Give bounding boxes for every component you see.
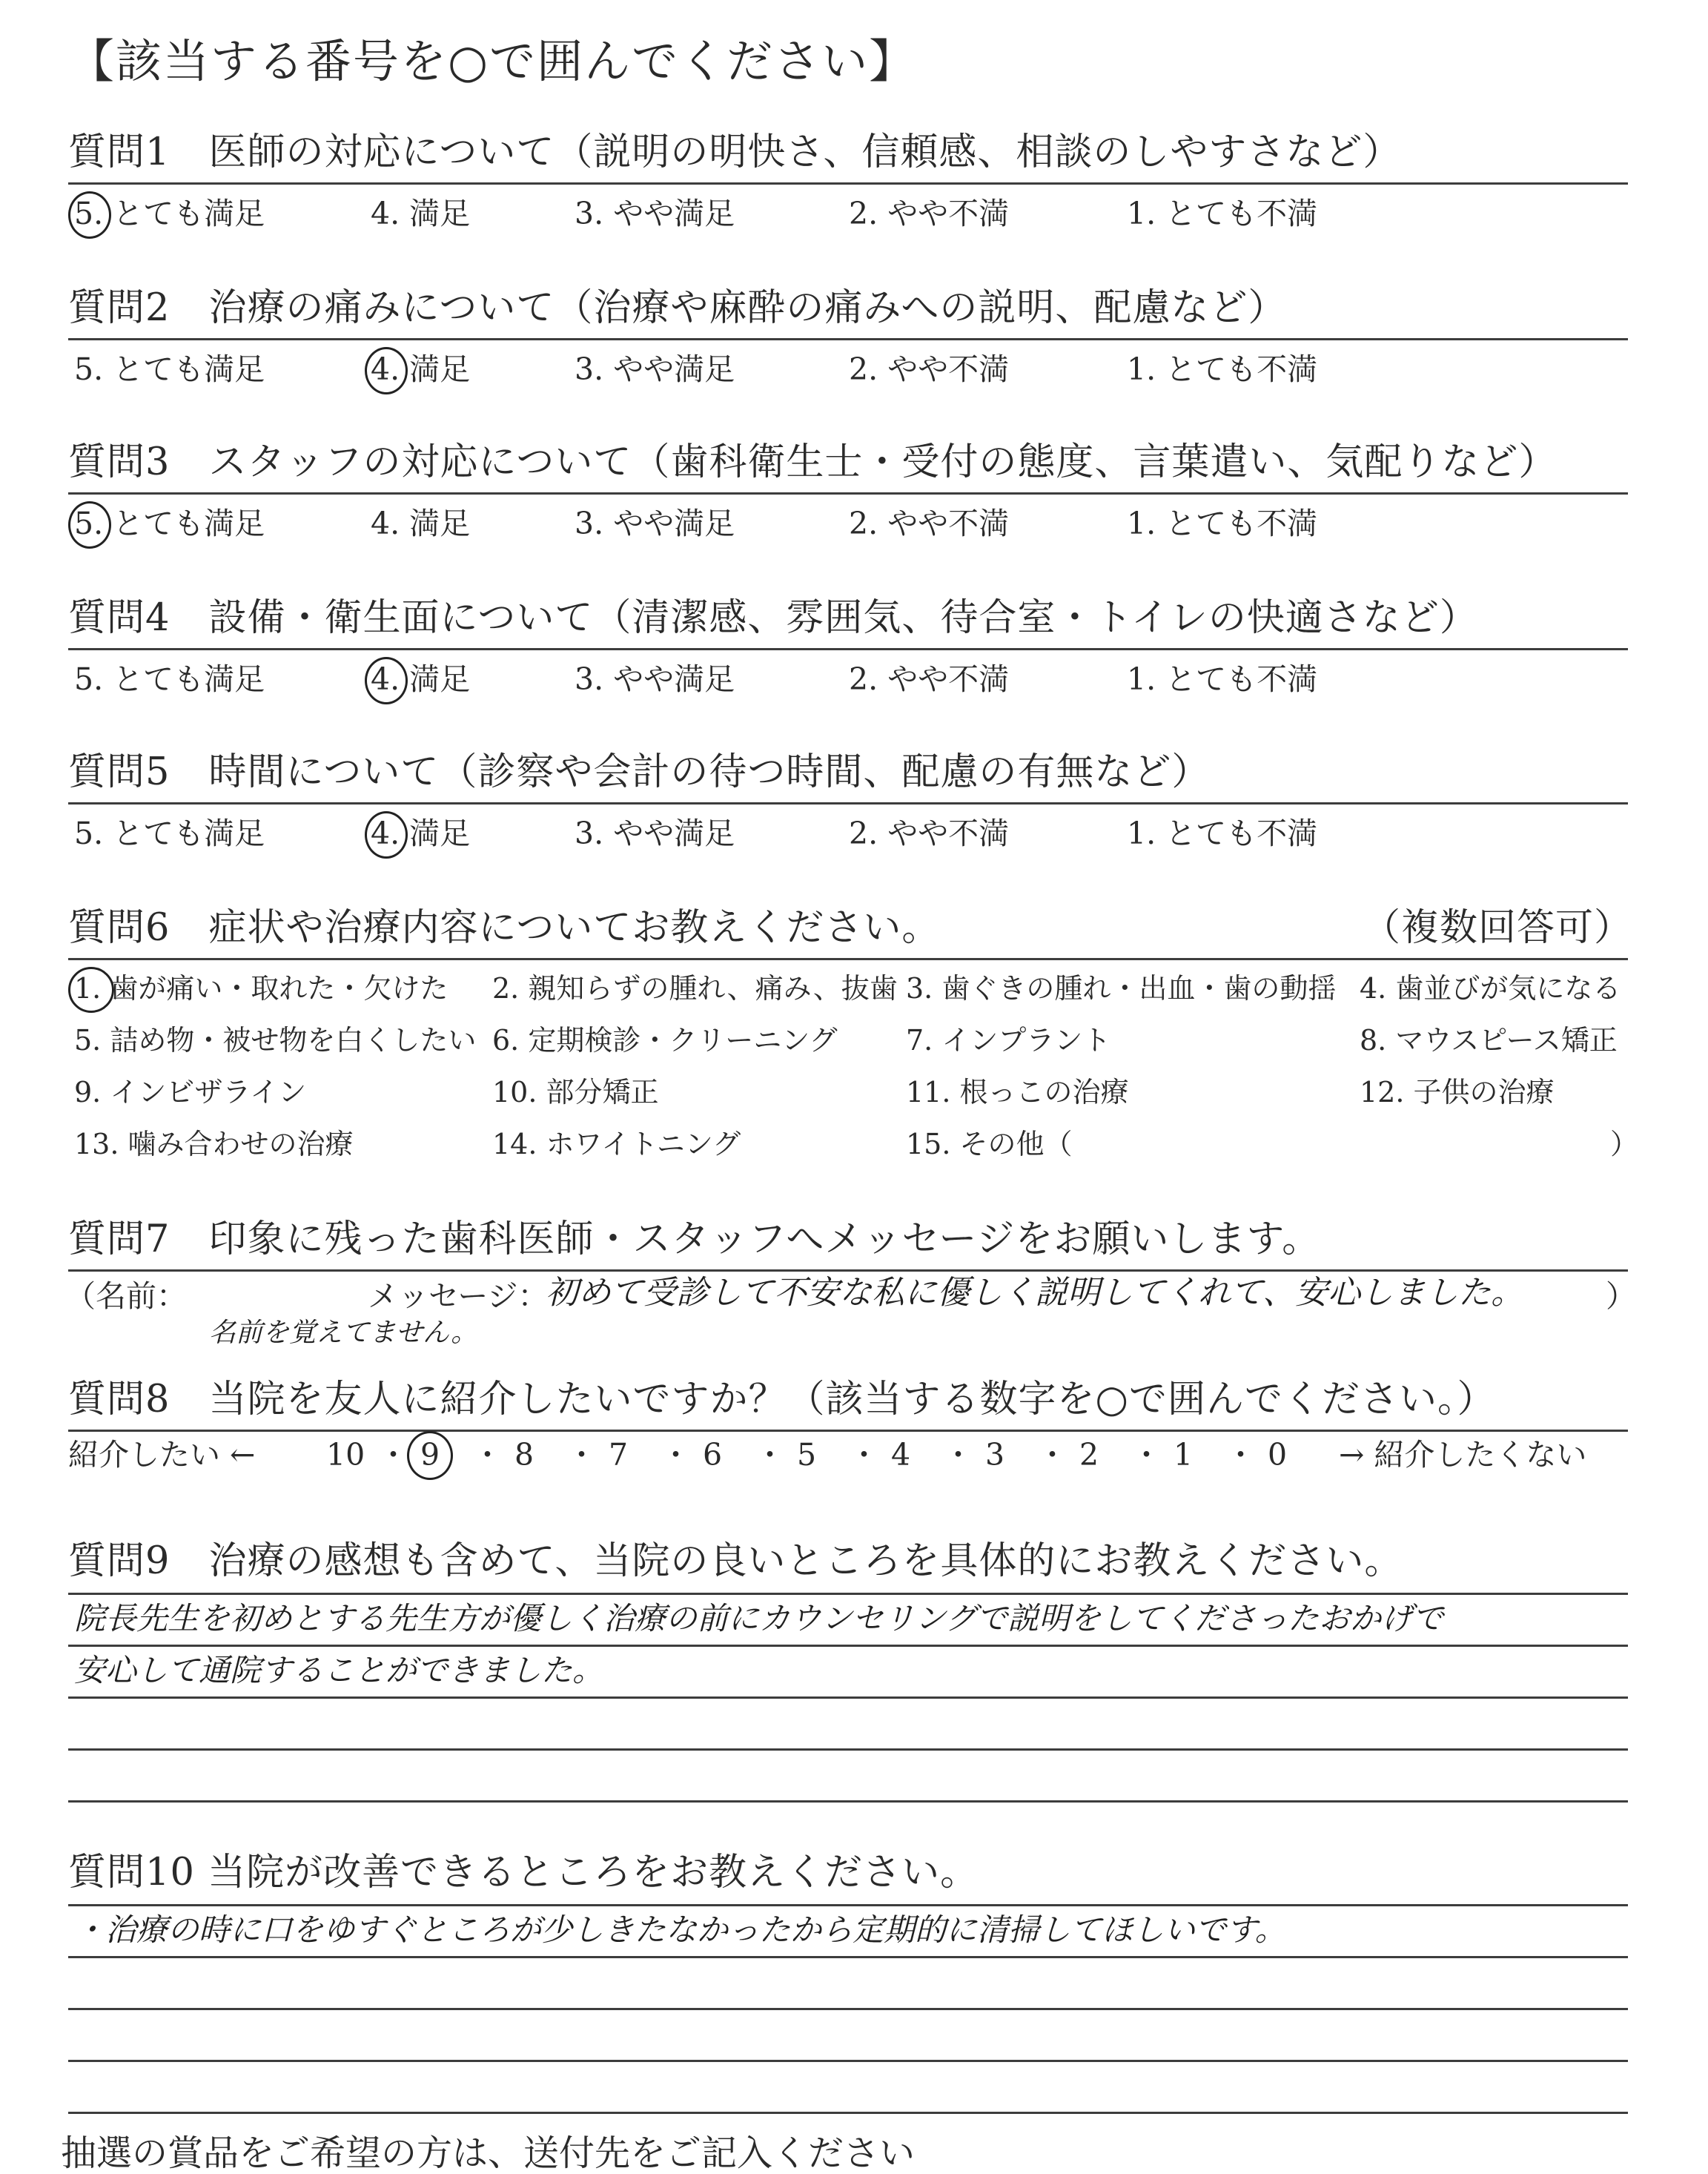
question-6-rule xyxy=(68,958,1628,960)
selection-circle xyxy=(68,501,111,549)
symptom-option[interactable]: 14. ホワイトニング xyxy=(492,1128,741,1160)
rating-option-3[interactable]: 3. やや満足 xyxy=(575,661,735,697)
footer-note: 抽選の賞品をご希望の方は、送付先をご記入ください xyxy=(61,2132,916,2174)
scale-separator: ・ xyxy=(661,1437,691,1473)
question-2-label: 質問2 治療の痛みについて（治療や麻酔の痛みへの説明、配慮など） xyxy=(68,286,1287,330)
rating-option-5[interactable]: 5. とても満足 xyxy=(74,661,265,697)
rating-option-3[interactable]: 3. やや満足 xyxy=(575,351,735,387)
recommend-score-6[interactable]: 6 xyxy=(703,1437,723,1473)
answer-line xyxy=(68,1956,1628,1958)
rating-option-4[interactable]: 4. 満足 xyxy=(371,351,471,387)
question-8-rule xyxy=(68,1430,1628,1432)
recommend-score-9[interactable]: 9 xyxy=(420,1437,440,1473)
symptom-option[interactable]: 8. マウスピース矯正 xyxy=(1360,1024,1618,1057)
answer-line xyxy=(68,2008,1628,2010)
question-7-rule xyxy=(68,1269,1628,1272)
question-2-rule xyxy=(68,338,1628,340)
symptom-option[interactable]: 15. その他（ xyxy=(906,1128,1073,1160)
answer-line xyxy=(68,1696,1628,1699)
rating-option-2[interactable]: 2. やや不満 xyxy=(849,816,1010,851)
scale-separator: ・ xyxy=(566,1437,597,1473)
rating-option-3[interactable]: 3. やや満足 xyxy=(575,196,735,231)
rating-option-2[interactable]: 2. やや不満 xyxy=(849,506,1010,541)
question-3-label: 質問3 スタッフの対応について（歯科衛生士・受付の態度、言葉遣い、気配りなど） xyxy=(68,440,1558,484)
question-10-label: 質問10 当院が改善できるところをお教えください。 xyxy=(68,1851,979,1894)
scale-separator: ・ xyxy=(943,1437,973,1473)
selection-circle xyxy=(365,811,408,859)
question-6-label: 質問6 症状や治療内容についてお教えください。 xyxy=(68,906,941,950)
question-4-label: 質問4 設備・衛生面について（清潔感、雰囲気、待合室・トイレの快適さなど） xyxy=(68,596,1478,640)
recommend-score-3[interactable]: 3 xyxy=(985,1437,1005,1473)
recommend-score-4[interactable]: 4 xyxy=(891,1437,911,1473)
question-1-label: 質問1 医師の対応について（説明の明快さ、信頼感、相談のしやすさなど） xyxy=(68,130,1402,174)
selection-circle xyxy=(68,191,111,239)
handwritten-name-note: 名前を覚えてません。 xyxy=(209,1318,478,1348)
answer-line xyxy=(68,1645,1628,1647)
answer-line xyxy=(68,1593,1628,1595)
question-5-label: 質問5 時間について（診察や会計の待つ時間、配慮の有無など） xyxy=(68,750,1211,794)
symptom-option[interactable]: 1. 歯が痛い・取れた・欠けた xyxy=(74,972,448,1005)
handwritten-answer-line: 院長先生を初めとする先生方が優しく治療の前にカウンセリングで説明をしてくださったおかげで xyxy=(74,1600,1444,1636)
recommend-score-5[interactable]: 5 xyxy=(797,1437,817,1473)
symptom-option[interactable]: 6. 定期検診・クリーニング xyxy=(492,1024,838,1057)
question-9-label: 質問9 治療の感想も含めて、当院の良いところを具体的にお教えください。 xyxy=(68,1539,1403,1583)
rating-option-1[interactable]: 1. とても不満 xyxy=(1127,506,1318,541)
message-label: メッセージ： xyxy=(368,1278,549,1314)
rating-option-2[interactable]: 2. やや不満 xyxy=(849,196,1010,231)
scale-separator: ・ xyxy=(378,1437,408,1473)
scale-separator: ・ xyxy=(1131,1437,1162,1473)
symptom-option[interactable]: 10. 部分矯正 xyxy=(492,1076,659,1109)
handwritten-answer-line: ・治療の時に口をゆすぐところが少しきたなかったから定期的に清掃してほしいです。 xyxy=(74,1912,1286,1948)
handwritten-message: 初めて受診して不安な私に優しく説明してくれて、安心しました。 xyxy=(546,1274,1524,1312)
selection-circle xyxy=(365,347,408,394)
name-label: （名前： xyxy=(65,1278,187,1314)
answer-line xyxy=(68,1748,1628,1751)
rating-option-3[interactable]: 3. やや満足 xyxy=(575,506,735,541)
rating-option-5[interactable]: 5. とても満足 xyxy=(74,196,265,231)
symptom-option[interactable]: 12. 子供の治療 xyxy=(1360,1076,1555,1109)
rating-option-1[interactable]: 1. とても不満 xyxy=(1127,661,1318,697)
scale-separator: ・ xyxy=(472,1437,503,1473)
rating-option-4[interactable]: 4. 満足 xyxy=(371,196,471,231)
rating-option-4[interactable]: 4. 満足 xyxy=(371,661,471,697)
rating-option-5[interactable]: 5. とても満足 xyxy=(74,506,265,541)
rating-option-2[interactable]: 2. やや不満 xyxy=(849,661,1010,697)
symptom-option[interactable]: 4. 歯並びが気になる xyxy=(1360,972,1621,1005)
selection-circle xyxy=(365,657,408,704)
recommend-score-1[interactable]: 1 xyxy=(1174,1437,1194,1473)
scale-separator: ・ xyxy=(849,1437,879,1473)
recommend-score-8[interactable]: 8 xyxy=(514,1437,534,1473)
rating-option-3[interactable]: 3. やや満足 xyxy=(575,816,735,851)
answer-line xyxy=(68,1904,1628,1906)
symptom-option[interactable]: ） xyxy=(1610,1128,1639,1160)
symptom-option[interactable]: 13. 噛み合わせの治療 xyxy=(74,1128,354,1160)
symptom-option[interactable]: 2. 親知らずの腫れ、痛み、抜歯 xyxy=(492,972,898,1005)
answer-line xyxy=(68,2060,1628,2062)
recommend-score-0[interactable]: 0 xyxy=(1268,1437,1288,1473)
message-close: ） xyxy=(1606,1278,1636,1314)
scale-separator: ・ xyxy=(755,1437,785,1473)
selection-circle xyxy=(407,1431,453,1480)
answer-line xyxy=(68,1800,1628,1803)
symptom-option[interactable]: 5. 詰め物・被せ物を白くしたい xyxy=(74,1024,477,1057)
recommend-score-10[interactable]: 10 xyxy=(326,1437,365,1473)
rating-option-4[interactable]: 4. 満足 xyxy=(371,506,471,541)
question-3-rule xyxy=(68,492,1628,495)
scale-left-label: 紹介したい ← xyxy=(68,1437,256,1473)
scale-right-label: → 紹介したくない xyxy=(1339,1437,1587,1473)
symptom-option[interactable]: 11. 根っこの治療 xyxy=(906,1076,1129,1109)
rating-option-1[interactable]: 1. とても不満 xyxy=(1127,351,1318,387)
scale-separator: ・ xyxy=(1037,1437,1068,1473)
multiple-answer-note: （複数回答可） xyxy=(1363,906,1633,950)
rating-option-1[interactable]: 1. とても不満 xyxy=(1127,816,1318,851)
recommend-score-2[interactable]: 2 xyxy=(1079,1437,1099,1473)
symptom-option[interactable]: 3. 歯ぐきの腫れ・出血・歯の動揺 xyxy=(906,972,1337,1005)
handwritten-answer-line: 安心して通院することができました。 xyxy=(74,1652,604,1688)
rating-option-4[interactable]: 4. 満足 xyxy=(371,816,471,851)
symptom-option[interactable]: 9. インビザライン xyxy=(74,1076,307,1109)
recommend-score-7[interactable]: 7 xyxy=(609,1437,629,1473)
question-4-rule xyxy=(68,648,1628,650)
instruction-header: 【該当する番号を○で囲んでください】 xyxy=(68,34,917,88)
question-7-label: 質問7 印象に残った歯科医師・スタッフへメッセージをお願いします。 xyxy=(68,1217,1321,1261)
symptom-option[interactable]: 7. インプラント xyxy=(906,1024,1111,1057)
selection-circle xyxy=(68,967,114,1013)
rating-option-5[interactable]: 5. とても満足 xyxy=(74,351,265,387)
rating-option-2[interactable]: 2. やや不満 xyxy=(849,351,1010,387)
rating-option-1[interactable]: 1. とても不満 xyxy=(1127,196,1318,231)
answer-line xyxy=(68,2112,1628,2114)
question-8-label: 質問8 当院を友人に紹介したいですか？（該当する数字を○で囲んでください。） xyxy=(68,1378,1496,1421)
question-1-rule xyxy=(68,182,1628,185)
scale-separator: ・ xyxy=(1225,1437,1256,1473)
rating-option-5[interactable]: 5. とても満足 xyxy=(74,816,265,851)
question-5-rule xyxy=(68,802,1628,804)
